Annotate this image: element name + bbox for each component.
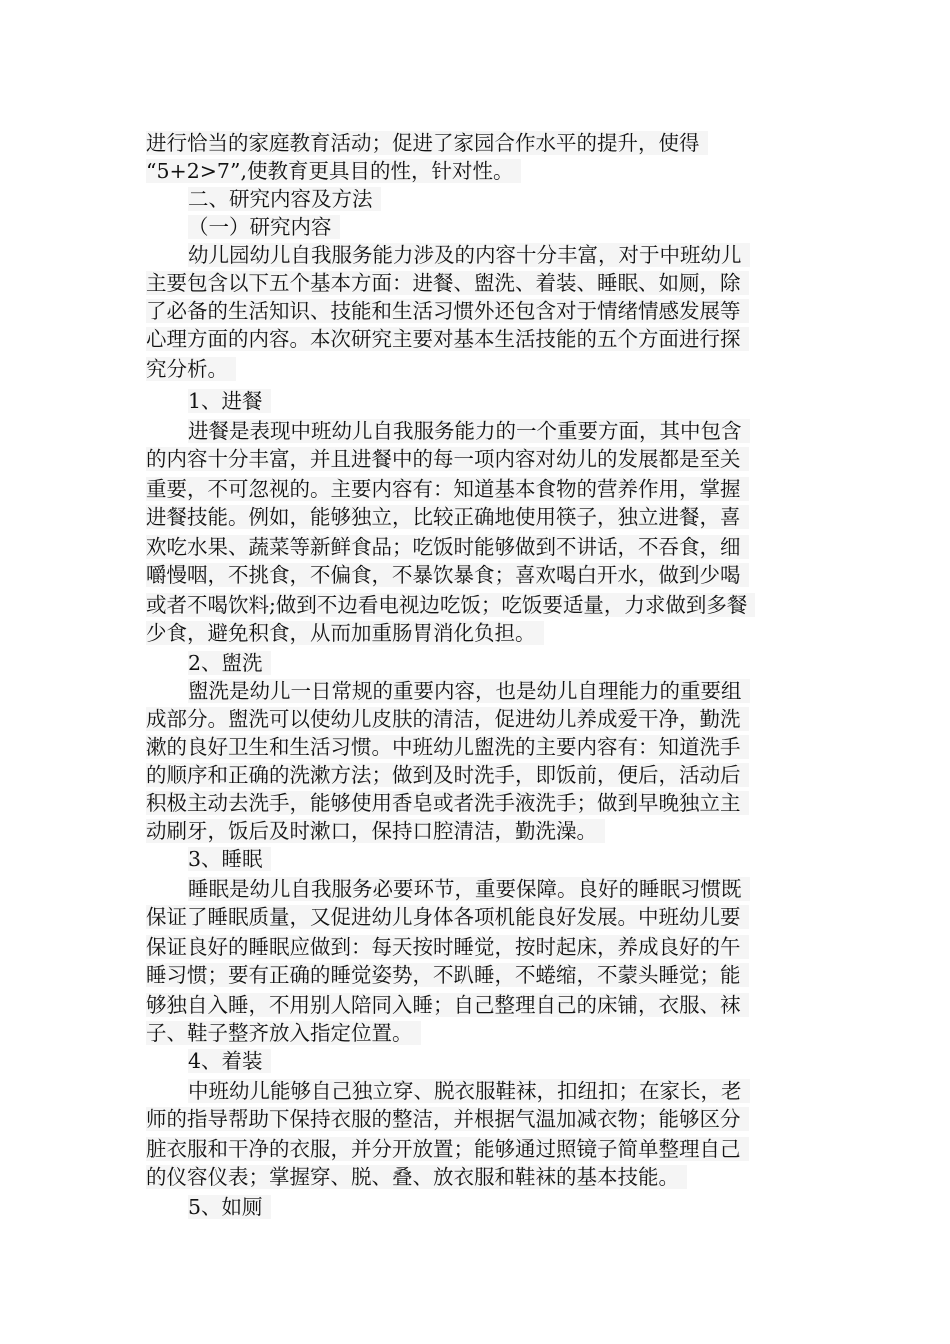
item-heading: 1、进餐 (188, 388, 271, 414)
text-line: 的仪容仪表；掌握穿、脱、叠、放衣服和鞋袜的基本技能。 (146, 1164, 687, 1190)
text-line: 进餐是表现中班幼儿自我服务能力的一个重要方面，其中包含 (188, 418, 750, 444)
text-line: 睡习惯；要有正确的睡觉姿势，不趴睡，不蜷缩，不蒙头睡觉；能 (146, 962, 749, 988)
text-line: 的内容十分丰富，并且进餐中的每一项内容对幼儿的发展都是至关 (146, 446, 749, 472)
text-line: 主要包含以下五个基本方面：进餐、盥洗、着装、睡眠、如厕，除 (146, 270, 749, 296)
text-line: 保证了睡眠质量，又促进幼儿身体各项机能良好发展。中班幼儿要 (146, 904, 749, 930)
text-line: 进餐技能。例如，能够独立，比较正确地使用筷子，独立进餐，喜 (146, 504, 749, 530)
text-line: 子、鞋子整齐放入指定位置。 (146, 1020, 421, 1046)
text-line: 中班幼儿能够自己独立穿、脱衣服鞋袜，扣纽扣；在家长，老 (188, 1078, 750, 1104)
text-line: 积极主动去洗手，能够使用香皂或者洗手液洗手；做到早晚独立主 (146, 790, 749, 816)
text-line: 睡眠是幼儿自我服务必要环节，重要保障。良好的睡眠习惯既 (188, 876, 750, 902)
text-line: 嚼慢咽，不挑食，不偏食，不暴饮暴食；喜欢喝白开水，做到少喝 (146, 562, 749, 588)
text-line: 心理方面的内容。本次研究主要对基本生活技能的五个方面进行探 (146, 326, 749, 352)
text-line: 幼儿园幼儿自我服务能力涉及的内容十分丰富，对于中班幼儿 (188, 242, 750, 268)
text-line: 盥洗是幼儿一日常规的重要内容，也是幼儿自理能力的重要组 (188, 678, 750, 704)
text-line: 或者不喝饮料;做到不边看电视边吃饭；吃饭要适量，力求做到多餐 (146, 592, 755, 618)
text-line: 漱的良好卫生和生活习惯。中班幼儿盥洗的主要内容有：知道洗手 (146, 734, 749, 760)
text-line: 重要，不可忽视的。主要内容有：知道基本食物的营养作用，掌握 (146, 476, 749, 502)
text-line: 成部分。盥洗可以使幼儿皮肤的清洁，促进幼儿养成爱干净，勤洗 (146, 706, 749, 732)
subsection-heading: （一）研究内容 (188, 214, 340, 240)
text-line: 究分析。 (146, 356, 236, 382)
text-line: “5+2>7”,使教育更具目的性，针对性。 (146, 158, 521, 184)
item-heading: 4、着装 (188, 1048, 271, 1074)
text-line: 脏衣服和干净的衣服，并分开放置；能够通过照镜子简单整理自己 (146, 1136, 749, 1162)
section-heading: 二、研究内容及方法 (188, 186, 381, 212)
text-line: 进行恰当的家庭教育活动；促进了家园合作水平的提升，使得 (146, 130, 708, 156)
text-line: 欢吃水果、蔬菜等新鲜食品；吃饭时能够做到不讲话，不吞食，细 (146, 534, 749, 560)
text-line: 少食，避免积食，从而加重肠胃消化负担。 (146, 620, 544, 646)
text-line: 师的指导帮助下保持衣服的整洁，并根据气温加减衣物；能够区分 (146, 1106, 749, 1132)
text-line: 的顺序和正确的洗漱方法；做到及时洗手，即饭前，便后，活动后 (146, 762, 749, 788)
item-heading: 3、睡眠 (188, 846, 271, 872)
item-heading: 2、盥洗 (188, 650, 271, 676)
text-line: 了必备的生活知识、技能和生活习惯外还包含对于情绪情感发展等 (146, 298, 749, 324)
text-line: 动刷牙，饭后及时漱口，保持口腔清洁，勤洗澡。 (146, 818, 605, 844)
item-heading: 5、如厕 (188, 1194, 271, 1220)
text-line: 保证良好的睡眠应做到：每天按时睡觉，按时起床，养成良好的午 (146, 934, 749, 960)
text-line: 够独自入睡，不用别人陪同入睡；自己整理自己的床铺，衣服、袜 (146, 992, 749, 1018)
